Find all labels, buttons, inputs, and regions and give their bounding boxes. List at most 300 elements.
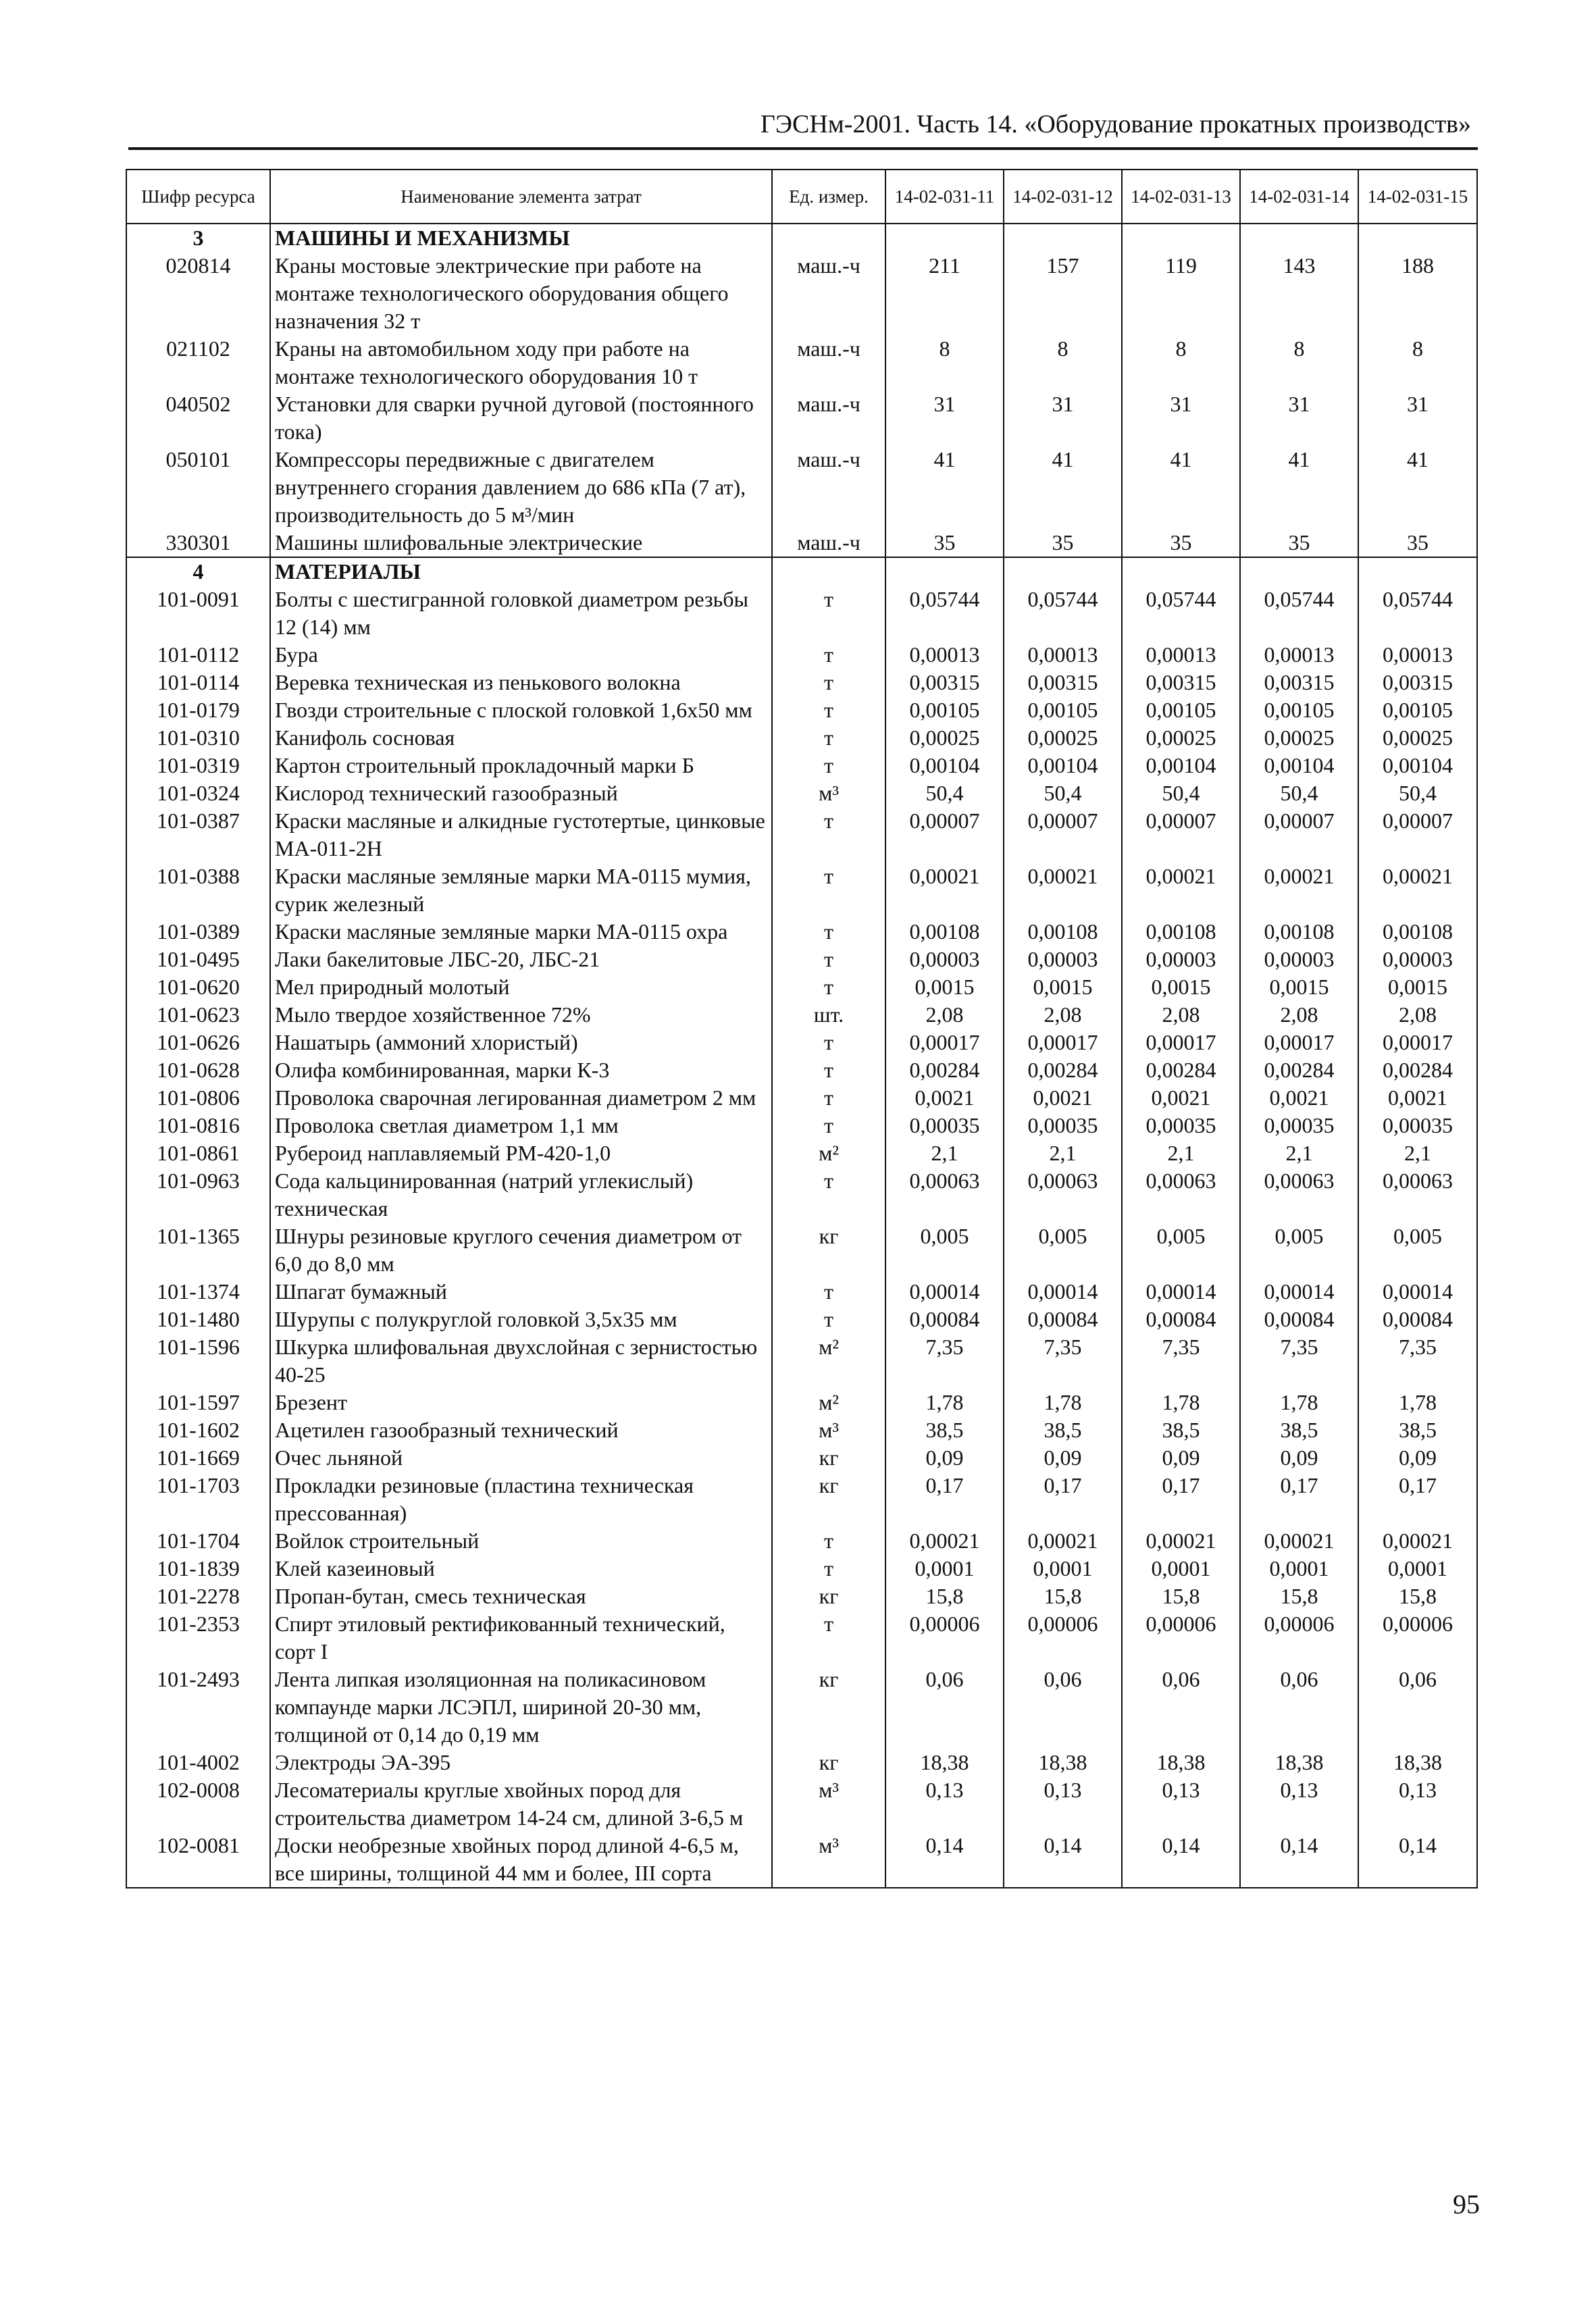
cell-norm-12: 0,13	[1004, 1776, 1122, 1832]
cell-unit: т	[772, 807, 885, 863]
cell-norm-12: 18,38	[1004, 1749, 1122, 1776]
cell-norm-13: 31	[1122, 390, 1240, 446]
cell-name: Краски масляные земляные марки МА-0115 мумия, сурик железный	[270, 863, 772, 918]
cell-code: 101-2353	[126, 1610, 270, 1666]
cell-norm-13: 15,8	[1122, 1583, 1240, 1610]
cell-norm-12: 1,78	[1004, 1389, 1122, 1416]
cell-unit: т	[772, 1306, 885, 1333]
cell-name: Рубероид наплавляемый РМ-420-1,0	[270, 1139, 772, 1167]
cell-norm-13	[1122, 224, 1240, 252]
cell-norm-11: 2,1	[885, 1139, 1004, 1167]
cell-unit: т	[772, 946, 885, 973]
cell-norm-15: 0,00108	[1358, 918, 1477, 946]
cell-norm-15: 0,00104	[1358, 752, 1477, 779]
cell-norm-14: 8	[1240, 335, 1358, 390]
cell-norm-12: 0,00014	[1004, 1278, 1122, 1306]
cell-norm-11: 0,0021	[885, 1084, 1004, 1112]
table-row	[126, 696, 1477, 724]
cell-unit: т	[772, 1527, 885, 1555]
cell-unit: кг	[772, 1583, 885, 1610]
table-row	[126, 390, 1477, 446]
cell-norm-12: 41	[1004, 446, 1122, 529]
cell-norm-11: 0,00063	[885, 1167, 1004, 1223]
cell-norm-11: 0,00006	[885, 1610, 1004, 1666]
table-row	[126, 1389, 1477, 1416]
cell-name: Компрессоры передвижные с двигателем внутреннего сгорания давлением до 686 кПа (7 ат), производительность до 5 м³/мин	[270, 446, 772, 529]
cell-code: 101-1374	[126, 1278, 270, 1306]
cell-norm-12: 8	[1004, 335, 1122, 390]
cell-name: Мыло твердое хозяйственное 72%	[270, 1001, 772, 1029]
cell-name: Олифа комбинированная, марки К-3	[270, 1056, 772, 1084]
cell-code: 101-0114	[126, 669, 270, 696]
col-header-norm-15: 14-02-031-15	[1358, 170, 1477, 224]
table-row	[126, 1056, 1477, 1084]
col-header-norm-12: 14-02-031-12	[1004, 170, 1122, 224]
cell-norm-11: 0,06	[885, 1666, 1004, 1749]
table-row	[126, 1306, 1477, 1333]
cell-norm-11: 31	[885, 390, 1004, 446]
cell-name: Доски необрезные хвойных пород длиной 4-6,5 м, все ширины, толщиной 44 мм и более, III сорта	[270, 1832, 772, 1888]
cell-norm-14: 35	[1240, 529, 1358, 557]
cell-unit: м³	[772, 1416, 885, 1444]
cell-unit: т	[772, 1278, 885, 1306]
cell-norm-13: 0,00007	[1122, 807, 1240, 863]
cell-code: 4	[126, 557, 270, 586]
cell-norm-13: 0,00108	[1122, 918, 1240, 946]
cell-norm-14: 0,00035	[1240, 1112, 1358, 1139]
table-row	[126, 446, 1477, 529]
cell-code: 101-0091	[126, 586, 270, 641]
cell-code: 101-0495	[126, 946, 270, 973]
cell-norm-11: 0,00021	[885, 863, 1004, 918]
cell-norm-13: 0,00013	[1122, 641, 1240, 669]
cell-norm-14	[1240, 557, 1358, 586]
cell-unit: м³	[772, 1832, 885, 1888]
cell-unit: маш.-ч	[772, 335, 885, 390]
cell-norm-14: 0,00104	[1240, 752, 1358, 779]
cell-norm-11: 0,00025	[885, 724, 1004, 752]
cell-norm-11: 0,00017	[885, 1029, 1004, 1056]
cell-norm-12: 0,00025	[1004, 724, 1122, 752]
cell-norm-15: 0,13	[1358, 1776, 1477, 1832]
cell-norm-14: 0,00315	[1240, 669, 1358, 696]
cell-unit: т	[772, 586, 885, 641]
cell-norm-15: 0,00025	[1358, 724, 1477, 752]
cell-name: Нашатырь (аммоний хлористый)	[270, 1029, 772, 1056]
cell-norm-15: 0,005	[1358, 1223, 1477, 1278]
cell-code: 101-2278	[126, 1583, 270, 1610]
cell-norm-13: 0,00021	[1122, 863, 1240, 918]
table-row	[126, 1139, 1477, 1167]
header-row	[126, 170, 1477, 224]
cell-norm-12: 0,14	[1004, 1832, 1122, 1888]
cell-code: 330301	[126, 529, 270, 557]
table-row	[126, 335, 1477, 390]
cell-unit: маш.-ч	[772, 252, 885, 335]
table-row	[126, 1112, 1477, 1139]
cell-unit: т	[772, 1112, 885, 1139]
cell-name: Машины шлифовальные электрические	[270, 529, 772, 557]
cell-code: 102-0008	[126, 1776, 270, 1832]
cell-norm-12: 2,08	[1004, 1001, 1122, 1029]
cell-norm-11: 0,00013	[885, 641, 1004, 669]
cell-norm-11: 18,38	[885, 1749, 1004, 1776]
cell-unit: т	[772, 973, 885, 1001]
cell-unit: маш.-ч	[772, 390, 885, 446]
cell-name: Краски масляные и алкидные густотертые, цинковые МА-011-2Н	[270, 807, 772, 863]
table-row	[126, 1278, 1477, 1306]
table-row	[126, 1416, 1477, 1444]
cell-code: 3	[126, 224, 270, 252]
cell-unit: маш.-ч	[772, 529, 885, 557]
cell-norm-15: 0,00017	[1358, 1029, 1477, 1056]
cell-norm-13: 119	[1122, 252, 1240, 335]
cell-name: Лесоматериалы круглые хвойных пород для строительства диаметром 14-24 см, длиной 3-6,5 м	[270, 1776, 772, 1832]
cell-unit: т	[772, 1084, 885, 1112]
cell-norm-14: 38,5	[1240, 1416, 1358, 1444]
table-row	[126, 779, 1477, 807]
cell-norm-13: 0,00017	[1122, 1029, 1240, 1056]
cell-norm-15: 0,00014	[1358, 1278, 1477, 1306]
cell-norm-11: 0,0001	[885, 1555, 1004, 1583]
cell-norm-15: 35	[1358, 529, 1477, 557]
cell-code: 101-1365	[126, 1223, 270, 1278]
header-rule	[128, 147, 1478, 150]
cell-code: 101-0628	[126, 1056, 270, 1084]
cell-name: Лента липкая изоляционная на поликасиновом компаунде марки ЛСЭПЛ, шириной 20-30 мм, толщиной от 0,14 до 0,19 мм	[270, 1666, 772, 1749]
cell-code: 101-1480	[126, 1306, 270, 1333]
cell-norm-11	[885, 224, 1004, 252]
table-row	[126, 529, 1477, 557]
cell-norm-11: 0,00104	[885, 752, 1004, 779]
cell-norm-13: 8	[1122, 335, 1240, 390]
cell-norm-13: 0,0001	[1122, 1555, 1240, 1583]
cell-norm-15: 2,08	[1358, 1001, 1477, 1029]
cell-norm-12: 0,00284	[1004, 1056, 1122, 1084]
cell-name: Ацетилен газообразный технический	[270, 1416, 772, 1444]
cell-norm-14: 0,00006	[1240, 1610, 1358, 1666]
cell-norm-12: 0,00021	[1004, 1527, 1122, 1555]
cell-unit: м³	[772, 779, 885, 807]
cell-code: 101-0388	[126, 863, 270, 918]
cell-unit: т	[772, 1555, 885, 1583]
cell-norm-13: 18,38	[1122, 1749, 1240, 1776]
cell-norm-12: 157	[1004, 252, 1122, 335]
cell-norm-12: 0,00063	[1004, 1167, 1122, 1223]
cell-norm-14: 1,78	[1240, 1389, 1358, 1416]
cell-unit: кг	[772, 1444, 885, 1472]
cell-name: Шпагат бумажный	[270, 1278, 772, 1306]
cell-unit: т	[772, 1167, 885, 1223]
cell-norm-13: 0,00063	[1122, 1167, 1240, 1223]
cell-norm-13: 0,005	[1122, 1223, 1240, 1278]
cell-norm-15: 0,00063	[1358, 1167, 1477, 1223]
table-row	[126, 1832, 1477, 1888]
table-row	[126, 1583, 1477, 1610]
cell-name: Веревка техническая из пенькового волокна	[270, 669, 772, 696]
cell-norm-11: 1,78	[885, 1389, 1004, 1416]
cell-norm-14: 0,13	[1240, 1776, 1358, 1832]
col-header-norm-14: 14-02-031-14	[1240, 170, 1358, 224]
cell-norm-14: 0,005	[1240, 1223, 1358, 1278]
cell-norm-15: 31	[1358, 390, 1477, 446]
table-row	[126, 641, 1477, 669]
cell-name: Краны мостовые электрические при работе на монтаже технологического оборудования общего назначения 32 т	[270, 252, 772, 335]
cell-code: 102-0081	[126, 1832, 270, 1888]
col-header-norm-13: 14-02-031-13	[1122, 170, 1240, 224]
cell-norm-15: 18,38	[1358, 1749, 1477, 1776]
cell-norm-13: 0,00025	[1122, 724, 1240, 752]
cell-unit: т	[772, 918, 885, 946]
cell-norm-15: 0,06	[1358, 1666, 1477, 1749]
cell-norm-12: 0,00108	[1004, 918, 1122, 946]
table-row	[126, 946, 1477, 973]
cell-name: Картон строительный прокладочный марки Б	[270, 752, 772, 779]
cell-norm-14: 0,00284	[1240, 1056, 1358, 1084]
cell-norm-14: 0,14	[1240, 1832, 1358, 1888]
cell-norm-12: 38,5	[1004, 1416, 1122, 1444]
cell-norm-12: 0,00017	[1004, 1029, 1122, 1056]
cell-norm-12: 31	[1004, 390, 1122, 446]
table-row	[126, 669, 1477, 696]
cell-unit	[772, 224, 885, 252]
cell-norm-14: 0,00084	[1240, 1306, 1358, 1333]
cell-norm-11: 0,00084	[885, 1306, 1004, 1333]
cell-norm-12: 0,00021	[1004, 863, 1122, 918]
table-row	[126, 973, 1477, 1001]
cell-name: Шнуры резиновые круглого сечения диаметром от 6,0 до 8,0 мм	[270, 1223, 772, 1278]
cell-norm-12: 0,00006	[1004, 1610, 1122, 1666]
table-row	[126, 1555, 1477, 1583]
cell-norm-15: 0,00084	[1358, 1306, 1477, 1333]
cell-unit: кг	[772, 1223, 885, 1278]
cell-name: Спирт этиловый ректификованный технический, сорт I	[270, 1610, 772, 1666]
cell-name: Очес льняной	[270, 1444, 772, 1472]
cell-norm-11: 0,00003	[885, 946, 1004, 973]
cell-norm-12: 0,00105	[1004, 696, 1122, 724]
cell-code: 101-0387	[126, 807, 270, 863]
cell-norm-15: 0,0015	[1358, 973, 1477, 1001]
cell-norm-13: 0,09	[1122, 1444, 1240, 1472]
cell-norm-11: 8	[885, 335, 1004, 390]
cell-norm-13: 38,5	[1122, 1416, 1240, 1444]
cell-norm-14: 0,00108	[1240, 918, 1358, 946]
cell-norm-15: 0,17	[1358, 1472, 1477, 1527]
cell-norm-15: 15,8	[1358, 1583, 1477, 1610]
cell-norm-14: 7,35	[1240, 1333, 1358, 1389]
cell-norm-14: 0,00063	[1240, 1167, 1358, 1223]
cell-norm-14: 0,00013	[1240, 641, 1358, 669]
table-row	[126, 863, 1477, 918]
cell-unit: т	[772, 669, 885, 696]
cell-norm-13: 2,08	[1122, 1001, 1240, 1029]
cell-unit: кг	[772, 1472, 885, 1527]
cell-norm-14	[1240, 224, 1358, 252]
cell-norm-14: 0,00017	[1240, 1029, 1358, 1056]
cell-name: Проволока сварочная легированная диаметром 2 мм	[270, 1084, 772, 1112]
cell-unit: маш.-ч	[772, 446, 885, 529]
cell-norm-12: 0,0021	[1004, 1084, 1122, 1112]
cell-name: Войлок строительный	[270, 1527, 772, 1555]
cell-norm-13: 1,78	[1122, 1389, 1240, 1416]
cell-norm-12: 15,8	[1004, 1583, 1122, 1610]
cell-code: 101-0963	[126, 1167, 270, 1223]
table-row	[126, 724, 1477, 752]
cell-norm-13: 0,00006	[1122, 1610, 1240, 1666]
cell-norm-14: 0,09	[1240, 1444, 1358, 1472]
cell-norm-15: 0,00035	[1358, 1112, 1477, 1139]
cell-name: Кислород технический газообразный	[270, 779, 772, 807]
cell-norm-15: 0,0021	[1358, 1084, 1477, 1112]
cell-norm-12: 7,35	[1004, 1333, 1122, 1389]
cell-norm-13: 0,13	[1122, 1776, 1240, 1832]
cell-unit: т	[772, 641, 885, 669]
cell-norm-11: 0,005	[885, 1223, 1004, 1278]
cell-name: МАШИНЫ И МЕХАНИЗМЫ	[270, 224, 772, 252]
cell-norm-14: 31	[1240, 390, 1358, 446]
cell-norm-15: 50,4	[1358, 779, 1477, 807]
cell-norm-12: 0,00315	[1004, 669, 1122, 696]
cell-name: Брезент	[270, 1389, 772, 1416]
cell-norm-13: 0,00284	[1122, 1056, 1240, 1084]
table-row	[126, 1666, 1477, 1749]
cell-norm-11: 38,5	[885, 1416, 1004, 1444]
table-row	[126, 752, 1477, 779]
cell-norm-12: 0,0001	[1004, 1555, 1122, 1583]
cell-norm-12: 0,17	[1004, 1472, 1122, 1527]
cell-norm-14: 0,00021	[1240, 863, 1358, 918]
cell-code: 101-1839	[126, 1555, 270, 1583]
cell-norm-11: 0,09	[885, 1444, 1004, 1472]
cell-norm-14: 0,00021	[1240, 1527, 1358, 1555]
cell-unit: м²	[772, 1333, 885, 1389]
cell-name: Шкурка шлифовальная двухслойная с зернистостью 40-25	[270, 1333, 772, 1389]
cell-code: 101-0626	[126, 1029, 270, 1056]
cell-name: Клей казеиновый	[270, 1555, 772, 1583]
cell-norm-11: 35	[885, 529, 1004, 557]
cell-norm-15: 0,14	[1358, 1832, 1477, 1888]
cell-norm-12: 0,05744	[1004, 586, 1122, 641]
cell-norm-15: 38,5	[1358, 1416, 1477, 1444]
cell-norm-15	[1358, 557, 1477, 586]
cell-norm-13: 7,35	[1122, 1333, 1240, 1389]
cell-norm-13: 0,00104	[1122, 752, 1240, 779]
cell-code: 101-0623	[126, 1001, 270, 1029]
cell-norm-14: 0,00025	[1240, 724, 1358, 752]
cell-code: 101-0620	[126, 973, 270, 1001]
table-row	[126, 252, 1477, 335]
cell-norm-12: 50,4	[1004, 779, 1122, 807]
cell-name: Канифоль сосновая	[270, 724, 772, 752]
cell-name: Электроды ЭА-395	[270, 1749, 772, 1776]
cell-norm-11: 211	[885, 252, 1004, 335]
cell-norm-11: 0,14	[885, 1832, 1004, 1888]
cell-norm-11: 0,00315	[885, 669, 1004, 696]
cell-unit: т	[772, 724, 885, 752]
cell-norm-13: 0,00021	[1122, 1527, 1240, 1555]
table-row	[126, 1084, 1477, 1112]
table-row	[126, 918, 1477, 946]
table-row	[126, 1001, 1477, 1029]
cell-code: 101-0319	[126, 752, 270, 779]
cell-unit: т	[772, 1610, 885, 1666]
cell-name: Прокладки резиновые (пластина техническая прессованная)	[270, 1472, 772, 1527]
cell-norm-11: 15,8	[885, 1583, 1004, 1610]
cell-norm-11: 0,13	[885, 1776, 1004, 1832]
cell-norm-13: 0,00084	[1122, 1306, 1240, 1333]
cell-norm-11: 0,00108	[885, 918, 1004, 946]
cell-norm-15: 0,05744	[1358, 586, 1477, 641]
cell-norm-14: 0,00003	[1240, 946, 1358, 973]
cell-code: 101-1597	[126, 1389, 270, 1416]
cell-norm-12: 0,0015	[1004, 973, 1122, 1001]
cell-norm-12: 0,00007	[1004, 807, 1122, 863]
cell-name: Пропан-бутан, смесь техническая	[270, 1583, 772, 1610]
cell-norm-13: 0,00003	[1122, 946, 1240, 973]
cell-norm-11: 0,00105	[885, 696, 1004, 724]
cell-norm-12: 0,06	[1004, 1666, 1122, 1749]
cell-norm-14: 0,00007	[1240, 807, 1358, 863]
cell-norm-14: 0,0015	[1240, 973, 1358, 1001]
table-row	[126, 1333, 1477, 1389]
cell-unit: т	[772, 1029, 885, 1056]
cell-norm-15: 1,78	[1358, 1389, 1477, 1416]
table-row	[126, 807, 1477, 863]
table-row	[126, 1472, 1477, 1527]
cell-norm-11	[885, 557, 1004, 586]
cell-norm-11: 0,00284	[885, 1056, 1004, 1084]
cell-name: Бура	[270, 641, 772, 669]
cell-name: Сода кальцинированная (натрий углекислый) техническая	[270, 1167, 772, 1223]
cell-code: 101-0861	[126, 1139, 270, 1167]
cell-norm-12: 35	[1004, 529, 1122, 557]
cell-name: Мел природный молотый	[270, 973, 772, 1001]
cell-norm-15: 0,00006	[1358, 1610, 1477, 1666]
cell-norm-15: 0,00021	[1358, 1527, 1477, 1555]
cell-norm-11: 7,35	[885, 1333, 1004, 1389]
cell-norm-13: 0,00315	[1122, 669, 1240, 696]
cell-norm-13: 0,05744	[1122, 586, 1240, 641]
col-header-name: Наименование элемента затрат	[270, 170, 772, 224]
document-title: ГЭСНм-2001. Часть 14. «Оборудование прокатных производств»	[760, 110, 1471, 138]
cell-norm-15: 0,00315	[1358, 669, 1477, 696]
cell-unit: т	[772, 752, 885, 779]
cell-code: 101-4002	[126, 1749, 270, 1776]
cell-norm-15: 188	[1358, 252, 1477, 335]
cell-name: Проволока светлая диаметром 1,1 мм	[270, 1112, 772, 1139]
cell-norm-14: 0,06	[1240, 1666, 1358, 1749]
cell-unit: т	[772, 696, 885, 724]
cell-code: 101-0179	[126, 696, 270, 724]
page-number: 95	[1453, 2189, 1480, 2219]
cell-norm-12: 0,00035	[1004, 1112, 1122, 1139]
cell-code: 101-1669	[126, 1444, 270, 1472]
cell-norm-13: 0,00014	[1122, 1278, 1240, 1306]
table-row	[126, 586, 1477, 641]
cell-norm-13: 0,14	[1122, 1832, 1240, 1888]
cell-norm-12: 0,00003	[1004, 946, 1122, 973]
cell-norm-12	[1004, 557, 1122, 586]
cell-norm-12: 0,005	[1004, 1223, 1122, 1278]
cell-code: 101-2493	[126, 1666, 270, 1749]
section-row	[126, 224, 1477, 252]
table-row	[126, 1527, 1477, 1555]
resource-table	[126, 169, 1478, 1888]
cell-norm-15	[1358, 224, 1477, 252]
table-row	[126, 1223, 1477, 1278]
cell-norm-11: 2,08	[885, 1001, 1004, 1029]
cell-unit: т	[772, 863, 885, 918]
